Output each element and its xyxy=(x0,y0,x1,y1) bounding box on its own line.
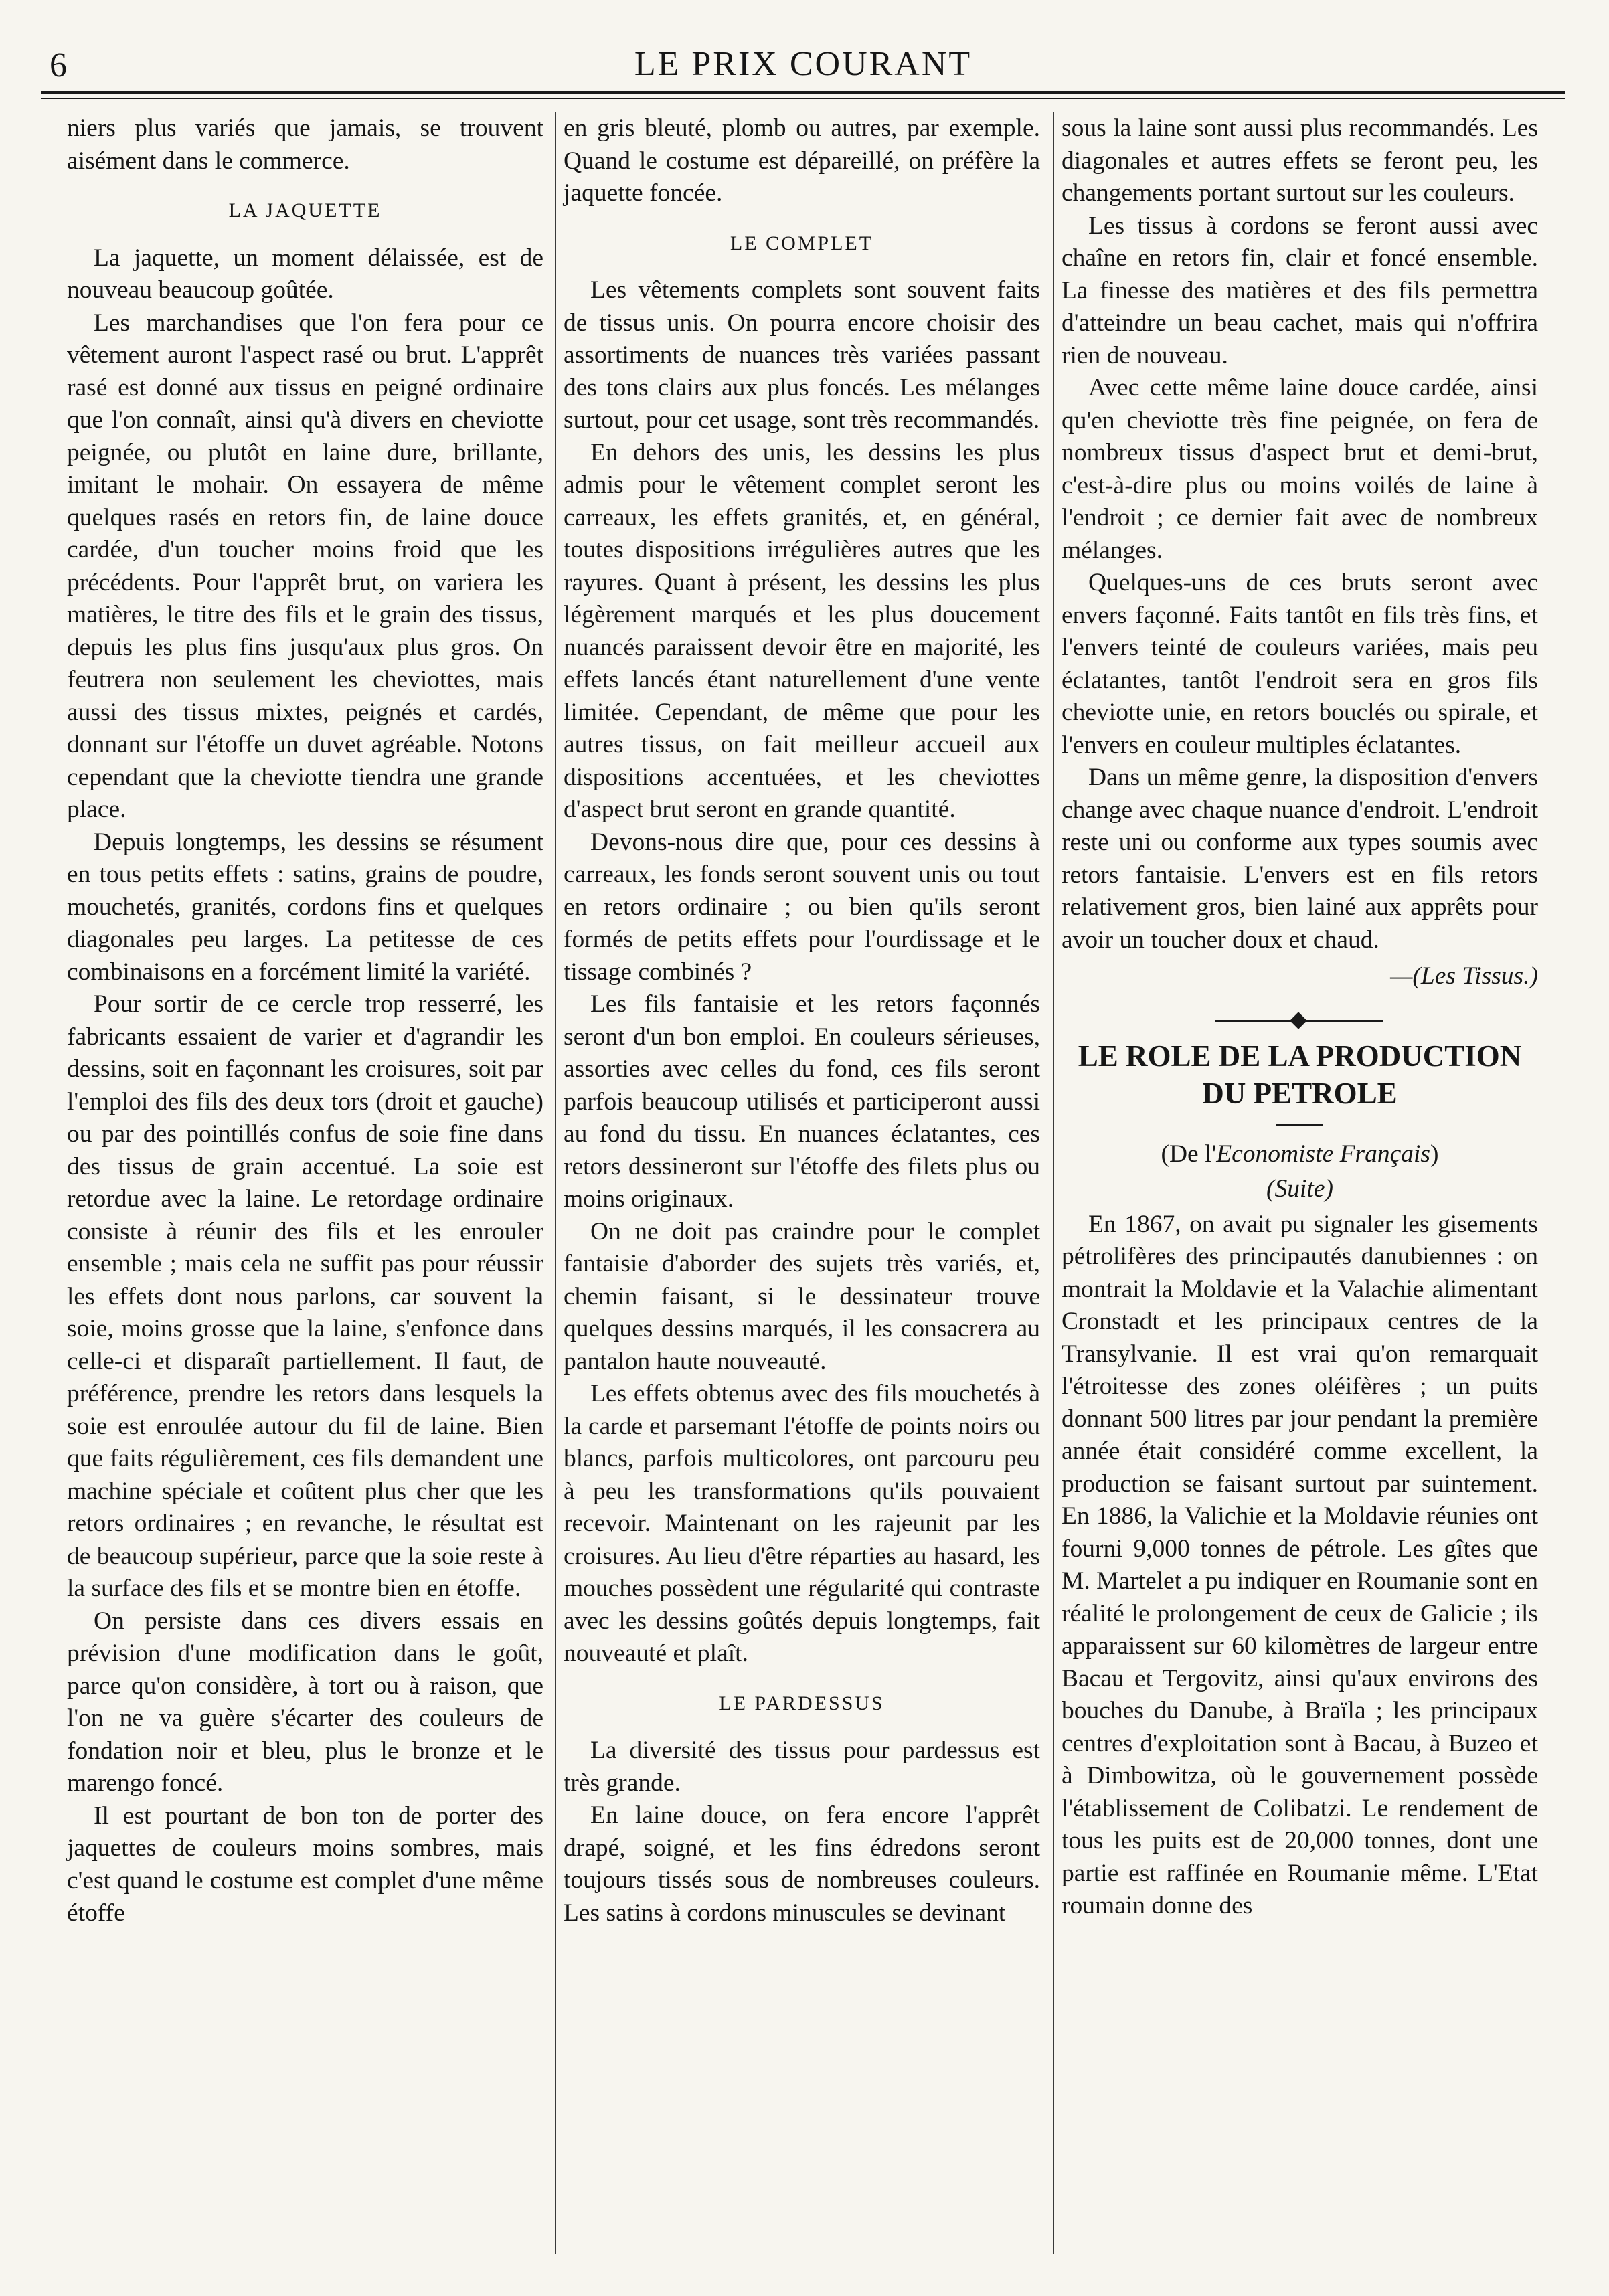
paragraph: Les effets obtenus avec des fils mouchetés à la carde et parsemant l'étoffe de points noirs ou blancs, parfois multicolores, ont parcouru peu à peu les transformations qu'ils pouvaient recevoir. Maintenant on les rajeunit par les croisures. Au lieu d'être réparties au hasard, les mouches possèdent une régularité qui contraste avec les dessins goûtés depuis longtemps, fait nouveauté et plaît. xyxy=(564,1380,1040,1667)
paragraph: Quelques-uns de ces bruts seront avec envers façonné. Faits tantôt en fils très fins, et l'envers teinté de couleurs variées, mais peu éclatantes, tantôt l'endroit sera en gros fils cheviotte unie, en retors bouclés ou spirale, et l'envers en couleur multiples éclatantes. xyxy=(1062,569,1538,759)
ornament-diamond-icon xyxy=(1290,1012,1306,1029)
source-suffix: ) xyxy=(1430,1140,1439,1168)
section-heading-jaquette: LA JAQUETTE xyxy=(228,199,382,222)
source-name: Economiste Français xyxy=(1216,1140,1430,1168)
column-3 xyxy=(1062,112,1538,1923)
paragraph: On ne doit pas craindre pour le complet fantaisie d'aborder des sujets très variés, et, chemin faisant, si le dessinateur trouve quelques dessins marqués, il les consacrera au pantalon haute nouveauté. xyxy=(564,1217,1040,1375)
paragraph: Les fils fantaisie et les retors façonnés seront d'un bon emploi. En couleurs sérieuses, assorties avec celles du fond, ces fils seront parfois beaucoup utilisés et participeront aussi au fond du tissu. En nuances éclatantes, ces retors dessineront sur l'étoffe des filets plus ou moins originaux. xyxy=(564,990,1040,1213)
paragraph: Avec cette même laine douce cardée, ainsi qu'en cheviotte très fine peignée, on fera de nombreux tissus d'aspect brut et demi-brut, c'est-à-dire plus ou moins voilés de laine à l'endroit ; ce dernier fait avec de nombreux mélanges. xyxy=(1062,374,1538,564)
header-rule-thick xyxy=(41,91,1565,94)
paragraph: niers plus variés que jamais, se trouvent aisément dans le commerce. xyxy=(67,114,543,175)
running-title: LE PRIX COURANT xyxy=(634,45,972,83)
paragraph: Devons-nous dire que, pour ces dessins à carreaux, les fonds seront souvent unis ou tout en retors ordinaire ; ou bien qu'ils seront formés de petits effets pour l'ourdissage et le tissage combinés ? xyxy=(564,828,1040,986)
article-signature: —(Les Tissus.) xyxy=(1390,962,1538,990)
paragraph: Il est pourtant de bon ton de porter des jaquettes de couleurs moins sombres, mais c'est quand le costume est complet d'une même étoffe xyxy=(67,1801,543,1927)
page-number: 6 xyxy=(50,46,67,84)
paragraph: Les marchandises que l'on fera pour ce vêtement auront l'aspect rasé ou brut. L'apprêt rasé est donné aux tissus en peigné ordinaire que l'on connaît, ainsi qu'à divers en cheviotte peignée, ou plutôt en laine dure, brillante, imitant le mohair. On essayera de même quelques rasés en retors fin, de laine douce cardée, d'un toucher moins froid que les précédents. Pour l'apprêt brut, on variera les matières, le titre des fils et le grain des tissus, depuis les plus fins jusqu'aux plus gros. On feutrera non seulement les cheviottes, mais aussi des tissus mixtes, peignés et cardés, donnant sur l'étoffe un duvet agréable. Notons cependant que la cheviotte tiendra une grande place. xyxy=(67,308,543,823)
title-rule xyxy=(1276,1124,1323,1126)
column-divider-2 xyxy=(1053,112,1054,2254)
paragraph: sous la laine sont aussi plus recommandés. Les diagonales et autres effets se feront peu, les changements portant surtout sur les couleurs. xyxy=(1062,114,1538,207)
header-rule-thin xyxy=(41,98,1565,99)
paragraph: Pour sortir de ce cercle trop resserré, les fabricants essaient de varier et d'agrandir les dessins, soit en façonnant les croisures, soit par l'emploi des fils des deux tors (droit et gauche) ou par des pointillés confus de soie fine dans des tissus de grain accentué. La soie est retordue avec la laine. Le retordage ordinaire consiste à réunir des fils et les enrouler ensemble ; mais cela ne suffit pas pour réussir les effets dont nous parlons, car souvent la soie, moins grosse que la laine, s'enfonce dans celle-ci et disparaît partiellement. Il faut, de préférence, prendre les retors dans lesquels la soie est enroulée autour du fil de laine. Bien que faits régulièrement, ces fils demandent une machine spéciale et coûtent plus cher que les retors ordinaires ; en revanche, le résultat est de beaucoup supérieur, parce que la soie reste à la surface des fils et se montre bien en étoffe. xyxy=(67,990,543,1602)
paragraph: Les tissus à cordons se feront aussi avec chaîne en retors fin, clair et foncé ensemble. La finesse des matières et des fils permettra d'atteindre un beau cachet, mais qui n'offrira rien de nouveau. xyxy=(1062,211,1538,369)
paragraph: En dehors des unis, les dessins les plus admis pour le vêtement complet seront les carreaux, les effets granités, et, en général, toutes dispositions irrégulières autres que les rayures. Quant à présent, les dessins les plus légèrement marqués et les plus doucement nuancés paraissent devoir être en majorité, les effets lancés étant naturellement d'une vente limitée. Cependant, de même que pour les autres tissus, on fait meilleur accueil aux dispositions accentuées, et les cheviottes d'aspect brut seront en grande quantité. xyxy=(564,438,1040,823)
section-heading-complet: LE COMPLET xyxy=(730,232,874,254)
column-divider-1 xyxy=(555,112,556,2254)
column-2 xyxy=(564,112,1040,1929)
paragraph: La jaquette, un moment délaissée, est de nouveau beaucoup goûtée. xyxy=(67,244,543,304)
paragraph: En 1867, on avait pu signaler les gisements pétrolifères des principautés danubiennes : on montrait la Moldavie et la Valachie alimentant Cronstadt et les principaux centres de la Transylvanie. Il est vrai qu'on remarquait l'étroitesse des zones oléifères ; un puits donnant 500 litres par jour pendant la première année était considéré comme excellent, la production se faisant surtout par suintement. En 1886, la Valichie et la Moldavie réunies ont fourni 9,000 tonnes de pétrole. Les gîtes que M. Martelet a pu indiquer en Roumanie sont en réalité le prolongement de ceux de Galicie ; ils apparaissent sur 60 kilomètres de largeur entre Bacau et Tergovitz, ainsi qu'aux environs des bouches du Danube, à Braïla ; les principaux centres d'exploitation sont à Bacau, à Buzeo et à Dimbowitza, où le gouvernement possède l'établissement de Colibatzi. Le rendement de tous les puits est de 20,000 tonnes, dont une partie est raffinée en Roumanie même. L'Etat roumain donne des xyxy=(1062,1210,1538,1919)
paragraph: La diversité des tissus pour pardessus est très grande. xyxy=(564,1737,1040,1797)
paragraph: On persiste dans ces divers essais en prévision d'une modification dans le goût, parce qu'on considère, à tort ou à raison, que l'on ne va guère s'écarter des couleurs de fondation noir et bleu, plus le bronze et le marengo foncé. xyxy=(67,1607,543,1797)
paragraph: Les vêtements complets sont souvent faits de tissus unis. On pourra encore choisir des assortiments de nuances très variées passant des tons clairs aux plus foncés. Les mélanges surtout, pour cet usage, sont très recommandés. xyxy=(564,276,1040,434)
paragraph: En laine douce, on fera encore l'apprêt drapé, soigné, et les fins édredons seront toujours tissés sous de nombreuses couleurs. Les satins à cordons minuscules se devinant xyxy=(564,1801,1040,1927)
article-source xyxy=(1062,1138,1538,1171)
column-1 xyxy=(67,112,543,1930)
source-prefix: (De l' xyxy=(1161,1140,1217,1168)
paragraph: en gris bleuté, plomb ou autres, par exemple. Quand le costume est dépareillé, on préfère la jaquette foncée. xyxy=(564,114,1040,207)
paragraph: Depuis longtemps, les dessins se résument en tous petits effets : satins, grains de poudre, mouchetés, granités, cordons fins et quelques diagonales peu larges. La petitesse de ces combinaisons en a forcément limité la variété. xyxy=(67,828,543,986)
article-title: LE ROLE DE LA PRODUCTION DU PETROLE xyxy=(1078,1039,1522,1110)
section-heading-pardessus: LE PARDESSUS xyxy=(719,1692,885,1714)
paragraph: Dans un même genre, la disposition d'envers change avec chaque nuance d'endroit. L'endroit reste uni ou conforme aux types soumis avec retors fantaisie. L'envers est en fils retors relativement gros, bien lainé aux apprêts pour avoir un toucher doux et chaud. xyxy=(1062,764,1538,954)
section-ornament xyxy=(1062,1010,1538,1031)
article-suite: (Suite) xyxy=(1266,1175,1333,1203)
